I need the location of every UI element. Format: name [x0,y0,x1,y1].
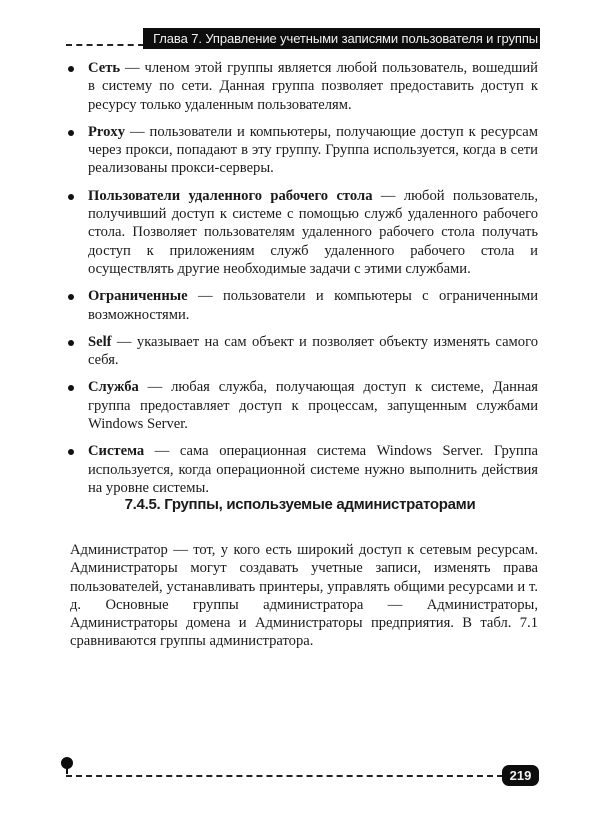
term: Ограниченные [88,288,188,305]
bullet-icon [68,66,74,72]
definition: — пользователи и компьютеры с ограниченными возможностями. [88,288,538,323]
header-dashed-rule [66,44,144,46]
list-item [70,187,538,278]
definition: — членом этой группы является любой пользователь, вошедший в систему по сети. Данная группа позволяет предоставить доступ к ресурсу только удаленным пользователям. [88,60,538,113]
term: Proxy [88,123,126,140]
bullet-icon [68,130,74,136]
list-item [70,59,538,114]
definition: — любая служба, получающая доступ к системе, Данная группа предоставляет доступ к процессам, запущенным службами Windows Server. [88,379,538,433]
list-item [70,442,538,497]
bullet-icon [68,385,74,391]
list-item [70,287,538,324]
definition: — указывает на сам объект и позволяет объекту изменять самого себя. [88,333,538,369]
list-item [70,123,538,178]
list-item [70,378,538,433]
group-definitions-list [70,59,538,506]
bullet-icon [68,449,74,455]
definition: — пользователи и компьютеры, получающие доступ к ресурсам через прокси, попадают в эту группу. Группа используется, когда в сети реализованы прокси-серверы. [88,123,538,177]
term: Сеть [88,60,121,76]
term: Self [88,333,112,350]
term: Система [88,443,145,460]
bullet-icon [68,194,74,200]
list-item [70,333,538,370]
term: Служба [88,379,139,396]
footer-dashed-rule [66,775,503,777]
definition: — сама операционная система Windows Server. Группа используется, когда операционной системе нужно выполнить действия на уровне системы. [88,443,538,496]
bullet-icon [68,294,74,300]
footer-pin-stem [66,766,68,774]
term: Пользователи удаленного рабочего стола [88,187,373,204]
section-heading: 7.4.5. Группы, используемые администраторами [124,496,476,513]
bullet-icon [68,340,74,346]
running-header: Глава 7. Управление учетными записями пользователя и группы [143,28,540,49]
page-number-badge: 219 [502,765,539,786]
definition: — любой пользователь, получивший доступ к системе с помощью служб удаленного рабочего стола. Позволяет пользователям удаленного рабочего стола получать доступ к приложениям служб удаленного рабочего стола и осуществлять другие необходимые задачи с этими службами. [88,187,538,277]
body-paragraph: Администратор — тот, у кого есть широкий доступ к сетевым ресурсам. Администраторы могут создавать учетные записи, изменять права пользователей, устанавливать принтеры, управлять общими ресурсами и т. д. Основные группы администратора — Администраторы, Администраторы домена и Администраторы предприятия. В табл. 7.1 сравниваются группы администратора. [70,542,538,650]
